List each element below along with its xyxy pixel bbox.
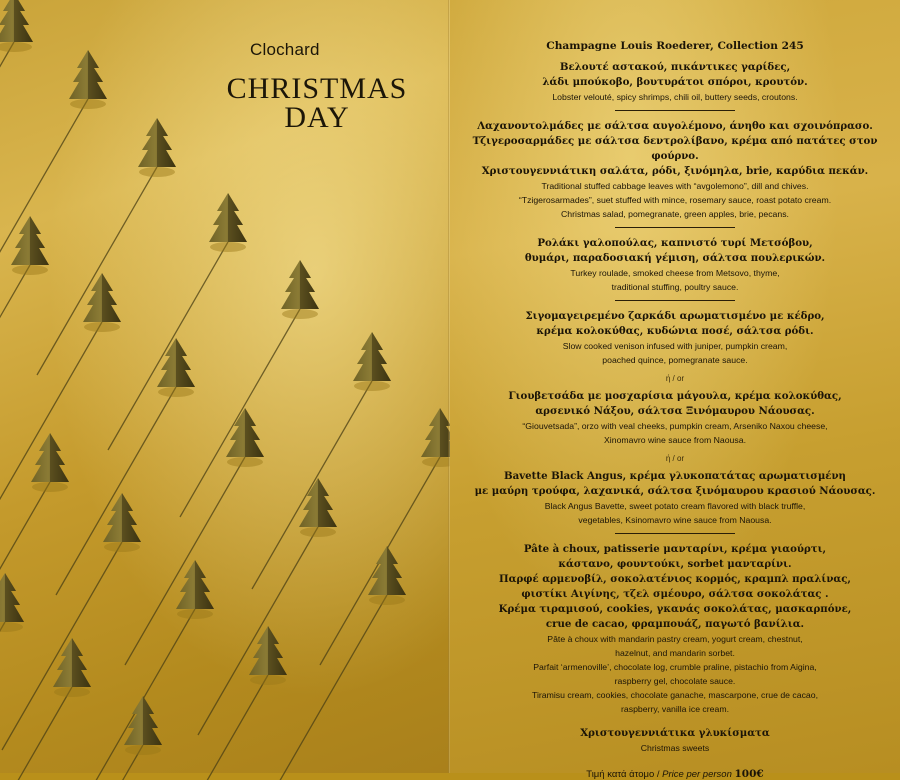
course-text-en: Parfait ‘armenoville’, chocolate log, crumble praline, pistachio from Aigina, [533,662,817,672]
course-text-en: raspberry gel, chocolate sauce. [614,676,736,686]
course-text-gr: κάστανο, φουντούκι, sorbet μανταρίνι. [558,558,792,570]
christmas-tree-icon [83,273,121,332]
course-text-en: poached quince, pomegranate sauce. [602,355,748,365]
course-text-gr: με μαύρη τρούφα, λαχανικά, σάλτσα ξινόμαυρου κρασιού Νάουσας. [474,485,876,497]
course-text-en: Traditional stuffed cabbage leaves with “avgolemono”, dill and chives. [541,181,809,191]
course-text-en: Christmas sweets [640,743,710,753]
christmas-tree-icon [299,478,337,537]
course-lobster [462,60,888,104]
christmas-tree-icon [209,193,247,252]
cover-title-line2: DAY [284,101,350,134]
course-text-gr: Παρφέ αρμενοβίλ, σοκολατένιος κορμός, κραμπλ πραλίνας, [499,573,851,585]
course-text-gr: Χριστουγεννιάτικα γλυκίσματα [580,727,770,739]
course-text-gr: αρσενικό Νάξου, σάλτσα Ξινόμαυρου Νάουσας. [535,405,815,417]
christmas-tree-icon [31,433,69,492]
course-text-en: hazelnut, and mandarin sorbet. [615,648,735,658]
or-label: ή / or [665,374,685,383]
course-text-gr: θυμάρι, παραδοσιακή γέμιση, σάλτσα πουλερικών. [524,252,826,264]
christmas-tree-icon [226,408,264,467]
christmas-tree-icon [157,338,195,397]
tree-stem [0,265,30,473]
course-text-en: “Giouvetsada”, orzo with veal cheeks, pumpkin cream, Arseniko Naxou cheese, [522,421,828,431]
course-text-gr: Pâte à choux, patisserie μανταρίνι, κρέμα γιαούρτι, [523,543,827,555]
cover-title-line1: CHRISTMAS [226,72,408,105]
course-text-gr: λάδι μπούκοβο, βουτυράτοι σπόροι, κρουτόν. [542,76,808,88]
tree-stem [0,622,5,780]
course-text-gr: Bavette Black Angus, κρέμα γλυκοπατάτας αρωματισμένη [504,470,846,482]
cover-panel [0,0,450,773]
christmas-tree-icon [281,260,319,319]
divider [615,300,735,301]
course-text-gr: Τζιγεροσαρμάδες με σάλτσα δεντρολίβανο, κρέμα από πατάτες στον φούρνο. [472,135,878,162]
divider [615,227,735,228]
christmas-tree-icon [0,0,33,52]
divider [615,110,735,111]
course-text-gr: Βελουτέ αστακού, πικάντικες γαρίδες, [559,61,791,73]
tree-stem [0,99,88,307]
course-text-en: Lobster velouté, spicy shrimps, chili oil, buttery seeds, croutons. [552,92,798,102]
course-text-en: Christmas salad, pomegranate, green apples, brie, pecans. [561,209,789,219]
course-dessert [462,542,888,716]
or-label: ή / or [665,454,685,463]
course-text-gr: Χριστουγεννιάτικη σαλάτα, ρόδι, ξινόμηλα, brie, καρύδια πεκάν. [481,165,869,177]
main-giouvetsada [462,389,888,447]
course-text-en: Black Angus Bavette, sweet potato cream flavored with black truffle, [544,501,806,511]
christmas-tree-icon [103,493,141,552]
menu-panel [450,0,900,780]
christmas-tree-icon [0,573,24,632]
course-text-gr: crue de cacao, φραμπουάζ, παγωτό βανίλια. [545,618,805,630]
course-text-en: Turkey roulade, smoked cheese from Metsovo, thyme, [570,268,780,278]
christmas-tree-icon [176,560,214,619]
course-text-en: “Tzigerosarmades”, suet stuffed with mince, rosemary sauce, roast potato cream. [518,195,832,205]
course-text-en: raspberry, vanilla ice cream. [621,704,729,714]
price-label-en: Price per person [662,769,732,780]
christmas-tree-icon [368,546,406,605]
price-line [462,768,888,780]
christmas-tree-icon [11,216,49,275]
tree-stem [267,595,387,780]
brand-name: Clochard [250,40,320,59]
tree-stem [125,457,245,665]
tree-stem [23,745,143,780]
tree-stem [108,242,228,450]
course-text-gr: Ρολάκι γαλοπούλας, καπνιστό τυρί Μετσόβου, [537,237,813,249]
course-turkey [462,236,888,294]
christmas-tree-icon [249,626,287,685]
christmas-tree-icon [138,118,176,177]
tree-stem [56,387,176,595]
main-venison [462,309,888,367]
tree-stem [0,322,102,530]
course-sweets [462,726,888,755]
tree-stem [180,309,300,517]
christmas-tree-icon [69,50,107,109]
course-text-en: Xinomavro wine sauce from Naousa. [604,435,746,445]
course-text-en: Pâte à choux with mandarin pastry cream, yogurt cream, chestnut, [547,634,803,644]
course-text-gr: Κρέμα τιραμισού, cookies, γκανάς σοκολάτας, μασκαρπόνε, [498,603,852,615]
course-text-gr: Σιγομαγειρεμένο ζαρκάδι αρωματισμένο με κέδρο, [525,310,825,322]
tree-stem [2,542,122,750]
course-text-en: traditional stuffing, poultry sauce. [611,282,739,292]
tree-stem [148,675,268,780]
course-text-en: Tiramisu cream, cookies, chocolate ganache, mascarpone, crue de cacao, [531,690,819,700]
tree-stem [37,167,157,375]
tree-stem [252,381,372,589]
champagne-line: Champagne Louis Roederer, Collection 245 [546,40,804,52]
price-label-gr: Τιμή κατά άτομο / [586,769,663,780]
price-value: 100€ [734,768,764,780]
christmas-tree-icon [124,696,162,755]
course-text-gr: φιστίκι Αιγίνης, τζελ σμέουρο, σάλτσα σοκολάτας . [521,588,829,600]
cover-title [217,74,417,132]
course-text-en: Slow cooked venison infused with juniper, pumpkin cream, [562,341,788,351]
course-text-gr: κρέμα κολοκύθας, κυδώνια ποσέ, σάλτσα ρόδι. [536,325,814,337]
menu-content [462,40,888,780]
divider [615,533,735,534]
christmas-tree-icon [53,638,91,697]
course-text-gr: Λαχανοντολμάδες με σάλτσα αυγολέμονο, άνηθο και σχοινόπρασο. [477,120,873,132]
course-text-gr: Γιουβετσάδα με μοσχαρίσια μάγουλα, κρέμα κολοκύθας, [508,390,842,402]
course-starters [462,119,888,221]
main-bavette [462,469,888,527]
christmas-tree-icon [353,332,391,391]
course-text-en: vegetables, Ksinomavro wine sauce from Naousa. [578,515,772,525]
tree-stem [0,42,14,250]
tree-stem [198,527,318,735]
